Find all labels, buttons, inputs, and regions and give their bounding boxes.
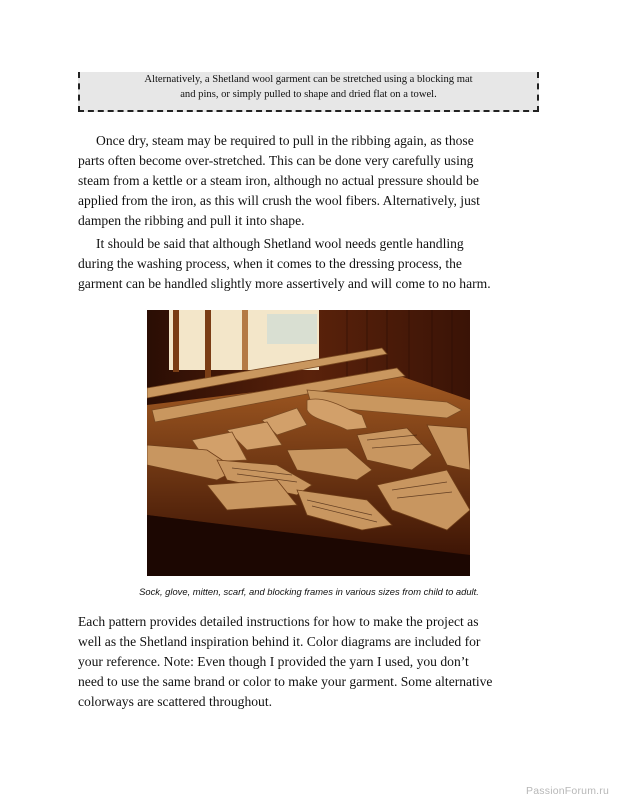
paragraph-line: It should be said that although Shetland wool needs gentle handling bbox=[96, 236, 464, 251]
paragraph-line: your reference. Note: Even though I provided the yarn I used, you don’t bbox=[78, 654, 469, 669]
paragraph-line: steam from a kettle or a steam iron, although no actual pressure should be bbox=[78, 173, 479, 188]
paragraph-line: applied from the iron, as this will crush the wool fibers. Alternatively, just bbox=[78, 193, 480, 208]
paragraph-line: parts often become over-stretched. This can be done very carefully using bbox=[78, 153, 474, 168]
sidebar-note-box bbox=[78, 72, 539, 112]
photo-caption: Sock, glove, mitten, scarf, and blocking frames in various sizes from child to adult. bbox=[139, 586, 479, 597]
paragraph-handling bbox=[78, 234, 548, 294]
paragraph-line: dampen the ribbing and pull it into shape. bbox=[78, 213, 305, 228]
blocking-frames-photo bbox=[147, 310, 470, 576]
sidebar-line-1: Alternatively, a Shetland wool garment can be stretched using a blocking mat bbox=[144, 74, 473, 85]
paragraph-line: garment can be handled slightly more assertively and will come to no harm. bbox=[78, 276, 491, 291]
paragraph-line: need to use the same brand or color to make your garment. Some alternative bbox=[78, 674, 493, 689]
paragraph-line: colorways are scattered throughout. bbox=[78, 694, 273, 709]
paragraph-line: during the washing process, when it comes to the dressing process, the bbox=[78, 256, 462, 271]
watermark: PassionForum.ru bbox=[526, 785, 609, 797]
paragraph-patterns bbox=[78, 612, 548, 712]
paragraph-line: Once dry, steam may be required to pull in the ribbing again, as those bbox=[96, 133, 474, 148]
paragraph-line: Each pattern provides detailed instructions for how to make the project as bbox=[78, 614, 479, 629]
sidebar-line-2: and pins, or simply pulled to shape and dried flat on a towel. bbox=[180, 89, 437, 100]
paragraph-line: well as the Shetland inspiration behind it. Color diagrams are included for bbox=[78, 634, 481, 649]
paragraph-steam bbox=[78, 131, 548, 231]
